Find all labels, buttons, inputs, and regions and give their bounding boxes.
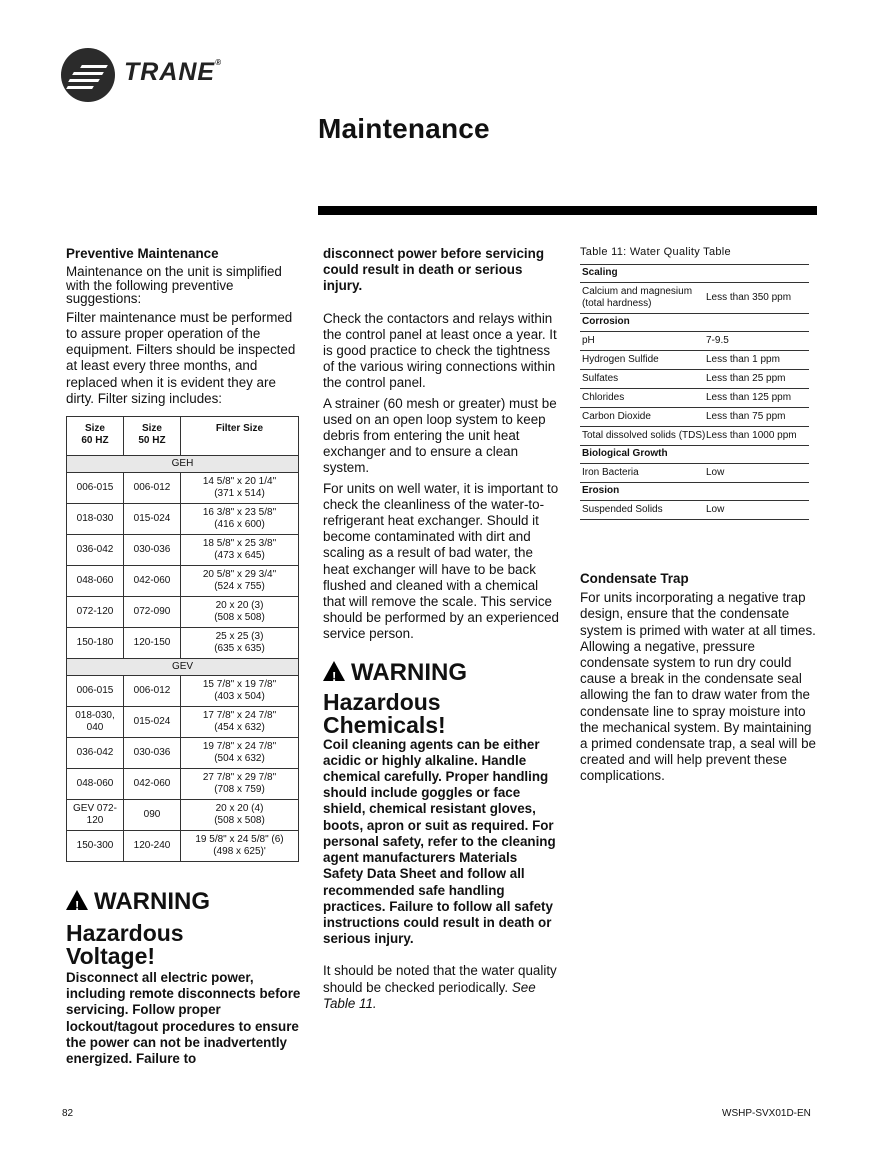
warning-continued: disconnect power before servicing could result in death or serious injury.: [323, 246, 545, 294]
table-reference: See Table 11.: [323, 979, 536, 1011]
title-rule: [318, 206, 817, 215]
table-cell: 15 7/8" x 19 7/8" (403 x 504): [181, 675, 299, 706]
table-cell: 030-036: [124, 737, 181, 768]
page-title: Maintenance: [318, 113, 490, 144]
table-cell: 19 7/8" x 24 7/8" (504 x 632): [181, 737, 299, 768]
table-category: Biological Growth: [580, 445, 809, 463]
table-cell: 006-012: [124, 472, 181, 503]
table-cell: 14 5/8" x 20 1/4" (371 x 514): [181, 472, 299, 503]
parameter-name: Total dissolved solids (TDS): [582, 430, 706, 441]
table-row: [580, 350, 809, 369]
table-group-header: GEH: [67, 455, 299, 472]
table-row: [580, 500, 809, 519]
parameter-limit: Low: [706, 504, 725, 515]
warning-triangle-icon: !: [323, 661, 345, 681]
table-row: [67, 675, 299, 706]
warning-title: Voltage!: [66, 942, 156, 969]
table-row: [67, 737, 299, 768]
table-cell: 042-060: [124, 565, 181, 596]
table-row: [580, 369, 809, 388]
paragraph: For units on well water, it is important to check the cleanliness of the water-to-refrigerant heat exchanger. Should it become contaminated with dirt and scaling as a result of bad water, the heat exchanger will have to be back flushed and cleaned with a chemical that will remove the scale. This service should be performed by an experienced service person.: [323, 480, 559, 642]
table-category: Erosion: [580, 482, 809, 500]
table-category: Scaling: [580, 264, 809, 282]
table-row: [67, 472, 299, 503]
table-row: [67, 830, 299, 861]
section-heading-condensate: Condensate Trap: [580, 571, 689, 586]
table-cell: 015-024: [124, 503, 181, 534]
table-header: Size 50 HZ: [124, 416, 181, 455]
warning-triangle-icon: !: [66, 890, 88, 910]
table-cell: 25 x 25 (3) (635 x 635): [181, 627, 299, 658]
table-cell: 006-012: [124, 675, 181, 706]
table-row: [67, 565, 299, 596]
table-cell: 17 7/8" x 24 7/8" (454 x 632): [181, 706, 299, 737]
parameter-name: Hydrogen Sulfide: [582, 354, 659, 365]
column-1: [66, 246, 302, 1067]
table-cell: 20 5/8" x 29 3/4" (524 x 755): [181, 565, 299, 596]
filter-size-table: [66, 416, 299, 862]
column-3-text: [580, 571, 820, 789]
table-cell: 048-060: [67, 565, 124, 596]
parameter-limit: Less than 1000 ppm: [706, 430, 797, 441]
logo-text: TRANE®: [124, 58, 223, 86]
water-quality-table: [580, 246, 809, 520]
paragraph: For units incorporating a negative trap design, ensure that the condensate system is primed with water at all times. Allowing a negative, pressure condensate system to run dry could cause a break in the condensate seal allowing the fan to draw water from the condensate line to spray moisture into the mechanical system. By maintaining a primed condensate trap, a seal will be created and will help prevent these complications.: [580, 590, 816, 784]
warning-label: WARNING: [351, 658, 467, 686]
table-cell: 036-042: [67, 737, 124, 768]
table-cell: 048-060: [67, 768, 124, 799]
parameter-name: Suspended Solids: [582, 504, 663, 515]
parameter-name: Iron Bacteria: [582, 467, 639, 478]
table-caption: Table 11: Water Quality Table: [580, 246, 731, 258]
warning-chemicals: [323, 658, 561, 948]
table-cell: 090: [124, 799, 181, 830]
table-row: [67, 503, 299, 534]
warning-title: Hazardous: [323, 688, 441, 715]
parameter-limit: Low: [706, 467, 725, 478]
table-cell: 20 x 20 (4) (508 x 508): [181, 799, 299, 830]
table-row: [580, 388, 809, 407]
table-cell: 120-240: [124, 830, 181, 861]
table-row: [580, 463, 809, 482]
parameter-name: Carbon Dioxide: [582, 411, 651, 422]
table-cell: 19 5/8" x 24 5/8" (6) (498 x 625)': [181, 830, 299, 861]
paragraph: A strainer (60 mesh or greater) must be used on an open loop system to keep debris from entering the unit heat exchanger and to ensure a clean system.: [323, 395, 557, 476]
parameter-name: Calcium and magnesium (total hardness): [582, 286, 693, 309]
trane-logo-emblem: [61, 48, 115, 102]
table-header: Size 60 HZ: [67, 416, 124, 455]
table-cell: 018-030, 040: [67, 706, 124, 737]
paragraph: Maintenance on the unit is simplified with the following preventive suggestions:: [66, 264, 282, 307]
parameter-name: pH: [582, 335, 595, 346]
paragraph-water-check: It should be noted that the water quality should be checked periodically. See Table 11.: [323, 963, 557, 1011]
table-cell: GEV 072- 120: [67, 799, 124, 830]
warning-body: Disconnect all electric power, including remote disconnects before servicing. Follow proper lockout/tagout procedures to ensure the power can not be inadvertently energized. Failure to: [66, 969, 301, 1066]
table-row: [67, 596, 299, 627]
table-cell: 072-090: [124, 596, 181, 627]
table-row: [580, 282, 809, 313]
warning-label: WARNING: [94, 887, 210, 915]
table-cell: 120-150: [124, 627, 181, 658]
table-cell: 006-015: [67, 472, 124, 503]
table-row: [580, 426, 809, 445]
table-cell: 042-060: [124, 768, 181, 799]
table-row: [67, 534, 299, 565]
section-heading-preventive: Preventive Maintenance: [66, 246, 219, 261]
table-cell: 030-036: [124, 534, 181, 565]
warning-title: Hazardous: [66, 919, 184, 946]
table-cell: 18 5/8" x 25 3/8" (473 x 645): [181, 534, 299, 565]
paragraph: Filter maintenance must be performed to assure proper operation of the equipment. Filters should be inspected at least every three months, and replaced when it is evident they are dirty. Filter sizing includes:: [66, 309, 296, 406]
table-category: Corrosion: [580, 313, 809, 331]
parameter-limit: Less than 125 ppm: [706, 392, 792, 403]
parameter-limit: Less than 25 ppm: [706, 373, 786, 384]
table-cell: 006-015: [67, 675, 124, 706]
parameter-limit: 7-9.5: [706, 335, 729, 346]
column-2: [323, 246, 561, 1016]
warning-title: Chemicals!: [323, 711, 446, 738]
table-row: [67, 627, 299, 658]
parameter-limit: Less than 1 ppm: [706, 354, 780, 365]
paragraph: Check the contactors and relays within the control panel at least once a year. It is good practice to check the tightness of the various wiring connections within the control panel.: [323, 310, 557, 391]
table-cell: 015-024: [124, 706, 181, 737]
table-row: [67, 706, 299, 737]
table-header: Filter Size: [181, 416, 299, 455]
table-cell: 036-042: [67, 534, 124, 565]
warning-body: Coil cleaning agents can be either acidic or highly alkaline. Handle chemical carefully. Proper handling should include goggles or face shield, chemical resistant gloves, boots, apron or suit as required. For personal safety, refer to the cleaning agent manufacturers Materials Safety Data Sheet and follow all recommended safe handling practices. Failure to follow all safety instructions could result in death or serious injury.: [323, 736, 556, 947]
parameter-limit: Less than 75 ppm: [706, 411, 786, 422]
table-cell: 018-030: [67, 503, 124, 534]
document-code: WSHP-SVX01D-EN: [722, 1108, 811, 1119]
table-cell: 16 3/8" x 23 5/8" (416 x 600): [181, 503, 299, 534]
table-cell: 072-120: [67, 596, 124, 627]
table-row: [67, 768, 299, 799]
page-number: 82: [62, 1108, 74, 1119]
table-group-header: GEV: [67, 658, 299, 675]
warning-voltage: [66, 887, 302, 1067]
table-row: [67, 799, 299, 830]
table-cell: 20 x 20 (3) (508 x 508): [181, 596, 299, 627]
parameter-limit: Less than 350 ppm: [706, 292, 792, 303]
table-cell: 150-300: [67, 830, 124, 861]
parameter-name: Chlorides: [582, 392, 625, 403]
parameter-name: Sulfates: [582, 373, 619, 384]
table-row: [580, 407, 809, 426]
table-cell: 27 7/8" x 29 7/8" (708 x 759): [181, 768, 299, 799]
table-cell: 150-180: [67, 627, 124, 658]
table-row: [580, 331, 809, 350]
